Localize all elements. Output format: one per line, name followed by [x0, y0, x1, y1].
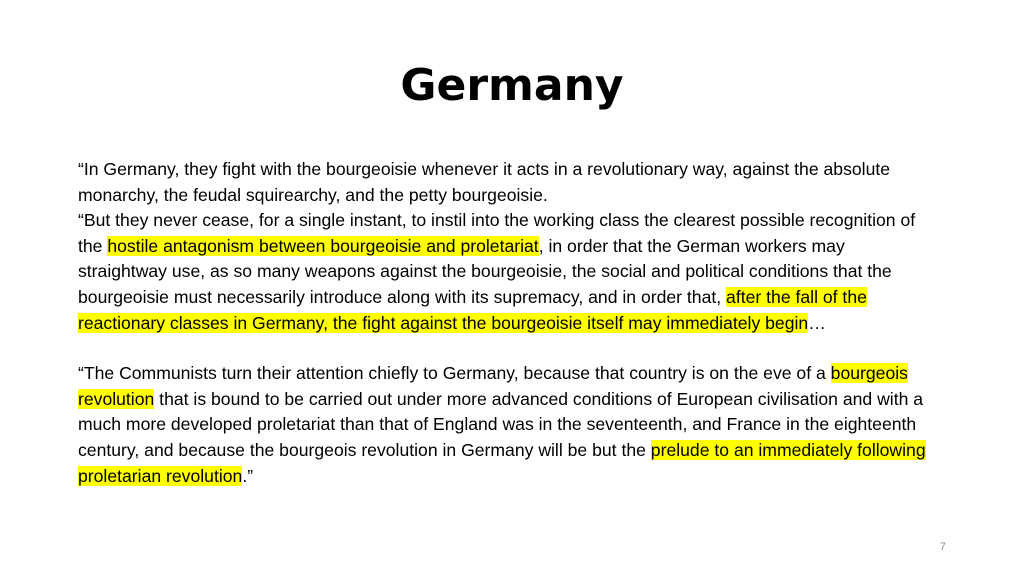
quote-2-text-middle: , in order that the German workers may straightway use, as so many weapons against the bourgeoisie, the social and political conditions that the bourgeoisie must necessarily introduce along with its supremacy, and in order that,	[78, 235, 892, 307]
quote-paragraph-1	[78, 157, 938, 208]
highlight-hostile-antagonism: hostile antagonism between bourgeoisie and proletariat	[107, 235, 539, 256]
quote-3-text-end: .”	[242, 465, 254, 486]
slide-body	[78, 157, 938, 489]
highlight-fight-against-bourgeoisie: after the fall of the reactionary classes in Germany, the fight against the bourgeoisie itself may immediately begin	[78, 286, 867, 333]
quote-2-text-start: “But they never cease, for a single instant, to instil into the working class the clearest possible recognition of the	[78, 210, 916, 256]
quote-3-text-middle: that is bound to be carried out under more advanced conditions of European civilisation and with a much more developed proletariat than that of England was in the seventeenth, and France in the eighteenth century, and because the bourgeois revolution in Germany will be but the	[78, 388, 924, 460]
paragraph-spacer	[78, 336, 938, 361]
slide-title: Germany	[400, 60, 624, 111]
quote-paragraph-3	[78, 361, 938, 489]
highlight-bourgeois-revolution: bourgeois revolution	[78, 363, 908, 409]
quote-paragraph-2	[78, 208, 938, 336]
quote-3-text-start: “The Communists turn their attention chiefly to Germany, because that country is on the eve of a	[78, 363, 831, 384]
quote-1-text: “In Germany, they fight with the bourgeoisie whenever it acts in a revolutionary way, against the absolute monarchy, the feudal squirearchy, and the petty bourgeoisie.	[78, 159, 891, 205]
slide-number: 7	[939, 541, 946, 553]
quote-2-text-end: …	[808, 312, 826, 333]
highlight-proletarian-revolution: prelude to an immediately following proletarian revolution	[78, 439, 926, 486]
